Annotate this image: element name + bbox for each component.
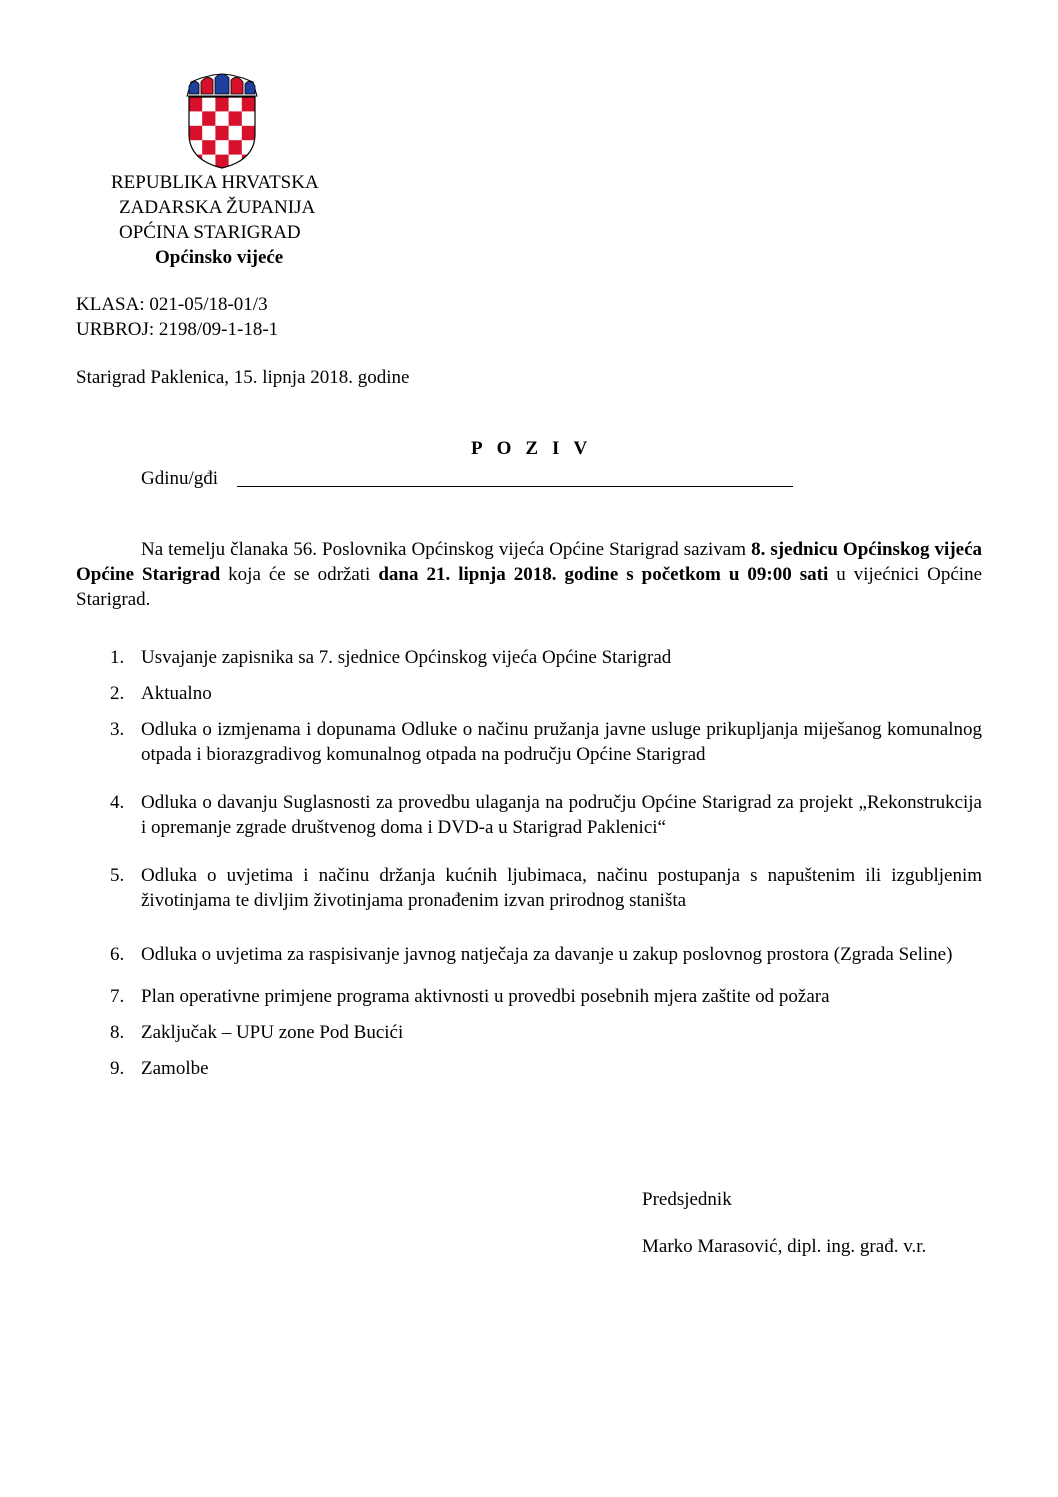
urbroj-ref: URBROJ: 2198/09-1-18-1	[76, 319, 279, 340]
agenda-item	[76, 1056, 982, 1081]
header-council: Općinsko vijeće	[155, 247, 284, 268]
recipient-label: Gdinu/gđi	[141, 468, 219, 489]
agenda-text: Odluka o davanju Suglasnosti za provedbu ulaganja na području Općine Starigrad za projekt „Rekonstrukcija i opremanje zgrade društvenog doma i DVD-a u Starigrad Paklenici“	[141, 792, 982, 838]
issuer-header	[111, 170, 319, 270]
klasa-ref: KLASA: 021-05/18-01/3	[76, 294, 268, 315]
agenda-number: 4.	[110, 792, 125, 813]
signature-role: Predsjednik	[642, 1189, 732, 1210]
signature-block	[642, 1187, 926, 1259]
intro-text-1: Na temelju članaka 56. Poslovnika Općinskog vijeća Općine Starigrad sazivam	[141, 539, 752, 560]
agenda-text: Zaključak – UPU zone Pod Bucići	[141, 1022, 404, 1043]
intro-text-3: u vijećnici Općine Starigrad.	[76, 564, 983, 610]
signature-name: Marko Marasović, dipl. ing. građ. v.r.	[642, 1236, 927, 1257]
agenda-number: 1.	[110, 647, 125, 668]
agenda-text: Usvajanje zapisnika sa 7. sjednice Općinskog vijeća Općine Starigrad	[141, 647, 672, 668]
agenda-number: 2.	[110, 683, 125, 704]
agenda-number: 5.	[110, 865, 125, 886]
intro-paragraph	[76, 537, 982, 612]
coat-of-arms-icon	[183, 72, 261, 170]
recipient-blank-line	[237, 486, 793, 487]
crest-shield	[189, 97, 255, 169]
agenda-item	[76, 681, 982, 706]
agenda-text: Odluka o uvjetima i načinu držanja kućnih ljubimaca, načinu postupanja s napuštenim ili izgubljenim životinjama te divljim životinjama pronađenim izvan prirodnog staništa	[141, 865, 982, 911]
agenda-text: Aktualno	[141, 683, 212, 704]
agenda-item	[76, 645, 982, 670]
agenda-number: 9.	[110, 1058, 125, 1079]
agenda-number: 6.	[110, 944, 125, 965]
crest-crown	[187, 74, 257, 96]
agenda-number: 8.	[110, 1022, 125, 1043]
document-date: Starigrad Paklenica, 15. lipnja 2018. godine	[76, 367, 410, 388]
header-country: REPUBLIKA HRVATSKA	[111, 172, 319, 193]
agenda-item	[76, 936, 982, 973]
agenda-item	[76, 863, 982, 913]
intro-datetime: dana 21. lipnja 2018. godine s početkom u 09:00 sati	[378, 564, 829, 585]
intro-session: 8. sjednicu Općinskog vijeća Općine Starigrad	[76, 539, 983, 585]
agenda-text: Zamolbe	[141, 1058, 209, 1079]
intro-text-2: koja će se održati	[220, 564, 379, 585]
agenda-text: Odluka o uvjetima za raspisivanje javnog natječaja za davanje u zakup poslovnog prostora (Zgrada Seline)	[141, 944, 953, 965]
agenda-item	[76, 790, 982, 840]
agenda-list	[76, 645, 982, 1081]
agenda-text: Plan operativne primjene programa aktivnosti u provedbi posebnih mjera zaštite od požara	[141, 986, 830, 1007]
header-municipality: OPĆINA STARIGRAD	[119, 222, 301, 243]
agenda-text: Odluka o izmjenama i dopunama Odluke o načinu pružanja javne usluge prikupljanja miješanog komunalnog otpada i biorazgradivog komunalnog otpada na području Općine Starigrad	[141, 719, 982, 765]
reference-numbers	[76, 292, 278, 342]
agenda-number: 7.	[110, 986, 125, 1007]
agenda-item	[76, 717, 982, 767]
agenda-item	[76, 1020, 982, 1045]
agenda-number: 3.	[110, 719, 125, 740]
header-county: ZADARSKA ŽUPANIJA	[119, 197, 316, 218]
agenda-item	[76, 984, 982, 1009]
document-title: POZIV	[471, 438, 602, 459]
